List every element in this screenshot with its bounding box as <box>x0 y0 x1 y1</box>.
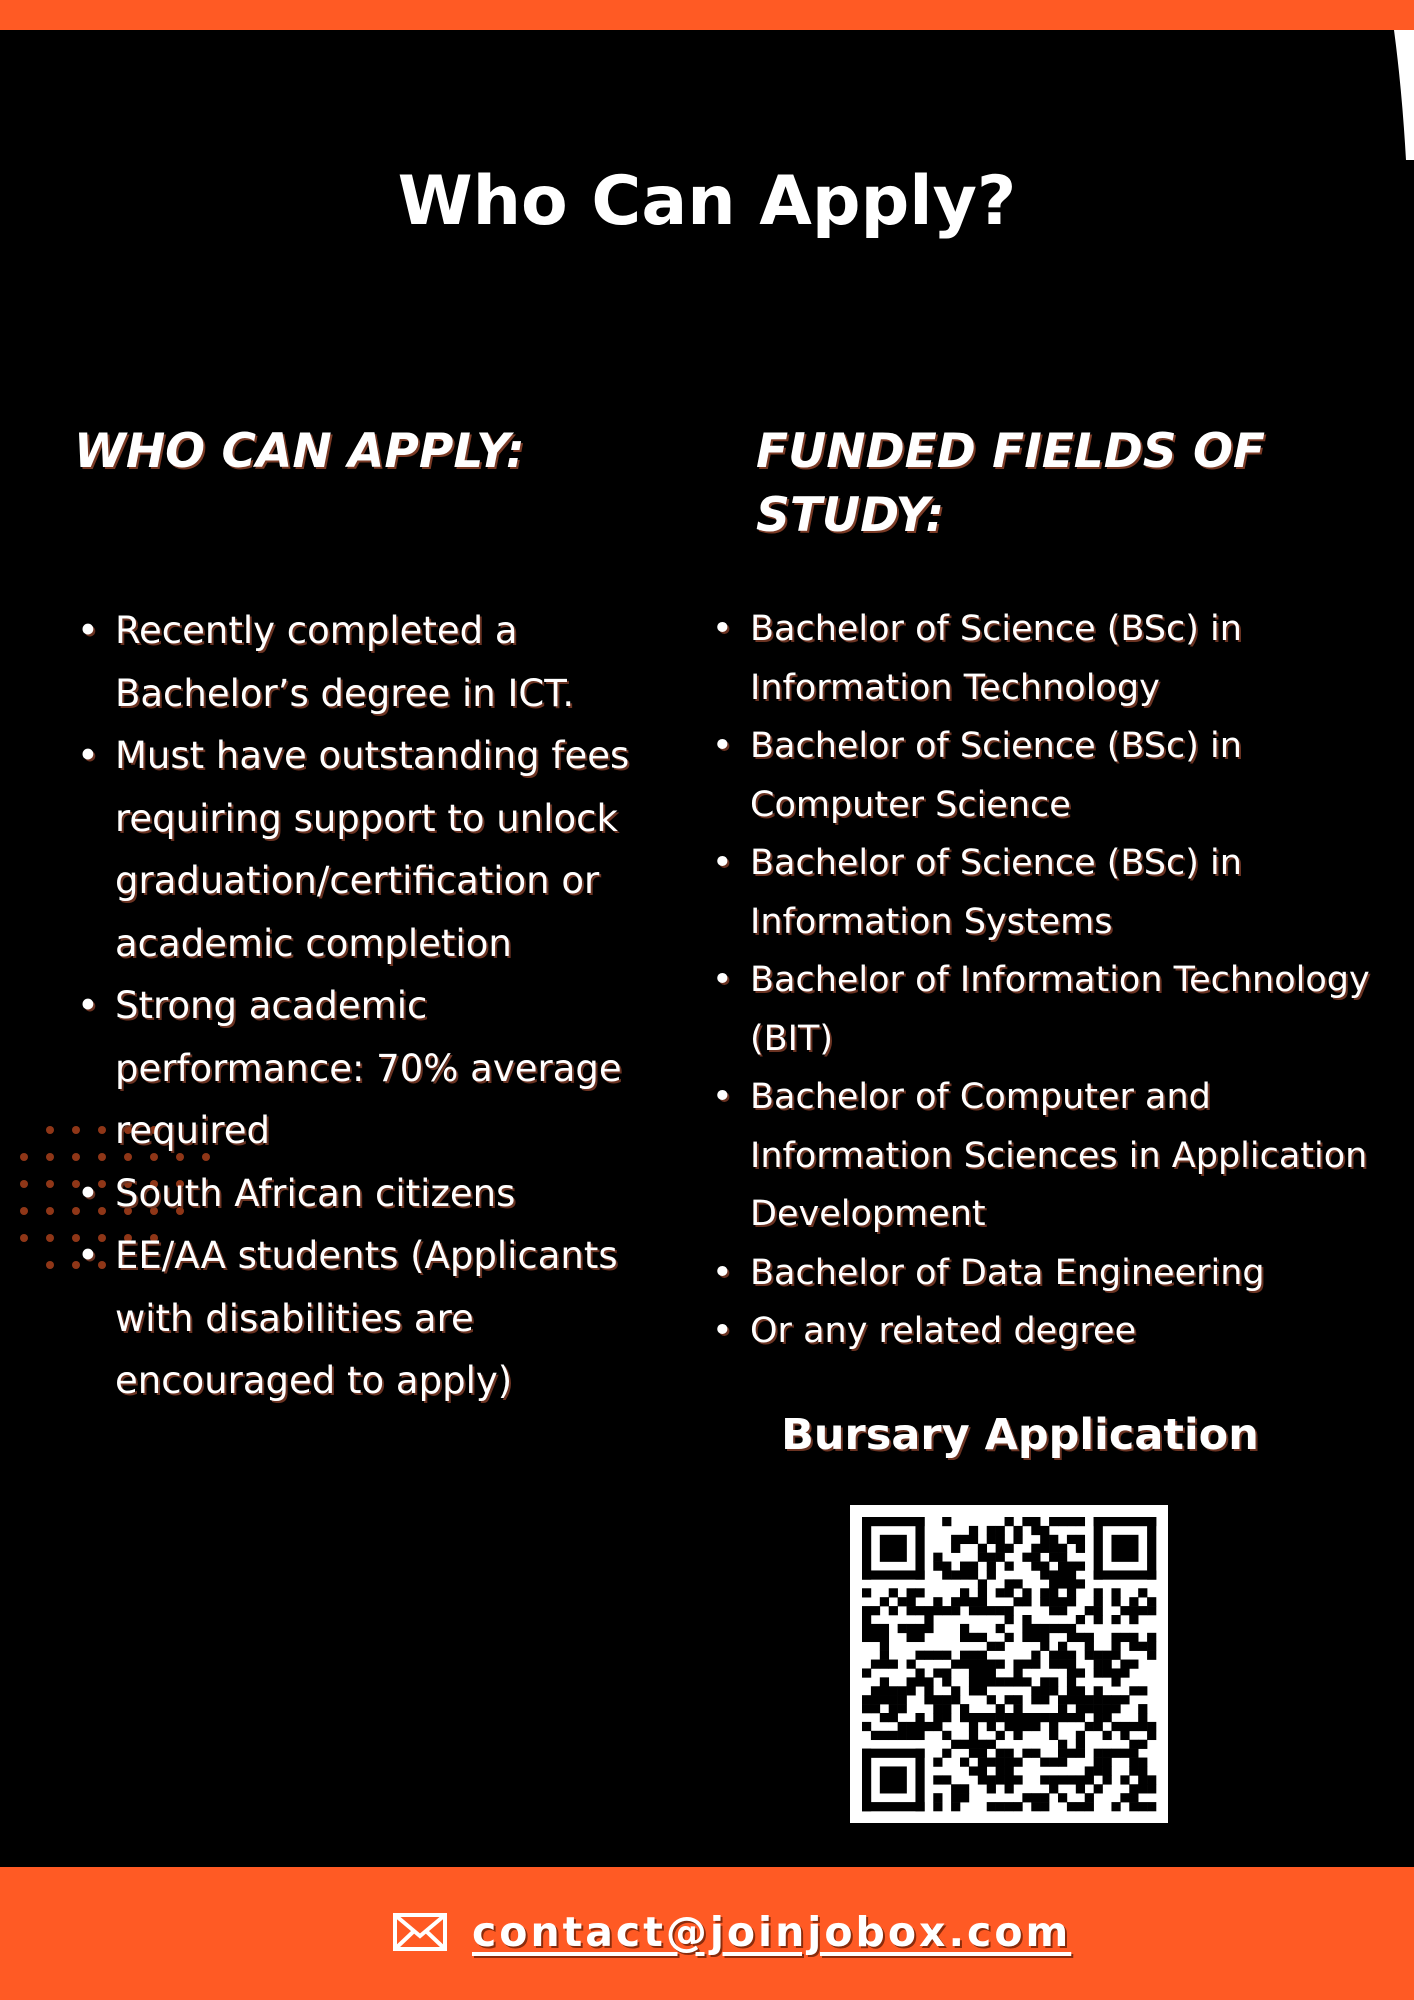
bursary-application-heading: Bursary Application <box>781 1410 1259 1460</box>
list-item <box>712 717 1370 834</box>
who-can-apply-heading: WHO CAN APPLY: <box>74 424 525 479</box>
page-title: Who Can Apply? <box>397 162 1017 241</box>
list-item <box>77 1163 645 1226</box>
eligibility-list <box>77 600 645 1413</box>
list-item <box>77 975 645 1163</box>
bullet-icon: • <box>77 984 99 1027</box>
footer-bar <box>0 1867 1414 2000</box>
bullet-icon: • <box>712 1077 733 1117</box>
qr-code-graphic <box>850 1505 1168 1823</box>
funded-fields-heading: FUNDED FIELDS OF STUDY: <box>756 424 1266 543</box>
list-item-text: Recently completed a Bachelor’s degree in ICT. <box>115 609 575 715</box>
envelope-icon <box>392 1912 448 1952</box>
list-item <box>77 600 645 725</box>
list-item <box>712 1302 1370 1361</box>
list-item-text: Bachelor of Science (BSc) in Computer Science <box>750 726 1242 825</box>
top-accent-bar <box>0 0 1414 30</box>
bullet-icon: • <box>77 1234 99 1277</box>
funded-fields-list <box>712 600 1370 1361</box>
bullet-icon: • <box>712 843 733 883</box>
list-item <box>77 1225 645 1413</box>
list-item-text: Strong academic performance: 70% average required <box>115 984 622 1152</box>
list-item <box>712 1244 1370 1303</box>
bullet-icon: • <box>712 1311 733 1351</box>
list-item-text: Or any related degree <box>750 1311 1137 1351</box>
list-item <box>712 834 1370 951</box>
bullet-icon: • <box>712 609 733 649</box>
list-item-text: South African citizens <box>115 1171 516 1215</box>
bullet-icon: • <box>77 1171 99 1215</box>
list-item-text: Bachelor of Data Engineering <box>750 1252 1265 1293</box>
bullet-icon: • <box>77 734 99 777</box>
list-item-text: Bachelor of Computer and Information Sciences in Application Development <box>750 1077 1368 1234</box>
list-item-text: Bachelor of Science (BSc) in Information Systems <box>750 843 1242 942</box>
list-item-text: Must have outstanding fees requiring support to unlock graduation/certification or academic completion <box>115 734 630 965</box>
bullet-icon: • <box>712 960 733 1000</box>
list-item <box>712 951 1370 1068</box>
list-item <box>712 600 1370 717</box>
list-item-text: EE/AA students (Applicants with disabilities are encouraged to apply) <box>115 1234 618 1402</box>
contact-row <box>392 1897 1071 1967</box>
bullet-icon: • <box>77 609 99 652</box>
bullet-icon: • <box>712 1252 733 1293</box>
list-item-text: Bachelor of Science (BSc) in Information Technology <box>750 609 1242 708</box>
list-item <box>712 1068 1370 1244</box>
list-item <box>77 725 645 975</box>
list-item-text: Bachelor of Information Technology (BIT) <box>750 960 1370 1059</box>
corner-swoosh-decoration <box>1384 30 1414 160</box>
contact-email-link[interactable]: contact@joinjobox.com <box>472 1908 1072 1956</box>
bullet-icon: • <box>712 726 733 766</box>
qr-code[interactable] <box>850 1505 1168 1823</box>
